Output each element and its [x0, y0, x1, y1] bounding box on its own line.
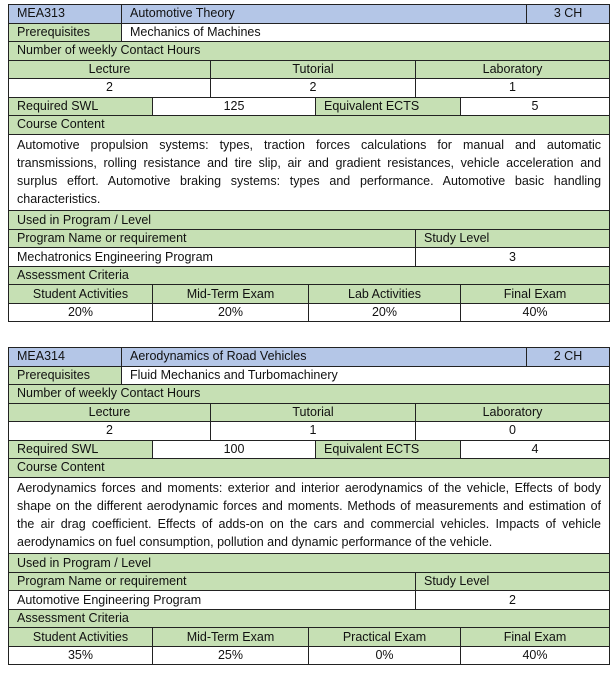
laboratory-hours: 1 [416, 79, 610, 98]
study-level: 2 [416, 591, 610, 610]
course-content-label: Course Content [9, 116, 610, 135]
assessment-value-2: 20% [153, 303, 309, 322]
course-content-text: Aerodynamics forces and moments: exterior and interior aerodynamics of the vehicle, Effects of body shape on the different aerodynamic forces and moments. Methods of measurements and estimation of the air drag coefficient. Effects of adds-on on the cars and commercial vehicles. Impacts of vehicle aerodynamics on fuel consumption, pollution and dynamic performance of the vehicle. [9, 477, 610, 554]
assessment-header-1: Student Activities [9, 285, 153, 304]
assessment-label: Assessment Criteria [9, 266, 610, 285]
contact-hours-label: Number of weekly Contact Hours [9, 385, 610, 404]
course-title: Aerodynamics of Road Vehicles [122, 348, 527, 367]
ects-value: 4 [461, 440, 610, 459]
swl-value: 100 [153, 440, 316, 459]
course-title: Automotive Theory [122, 5, 527, 24]
course-code: MEA313 [9, 5, 122, 24]
credit-hours: 2 CH [527, 348, 610, 367]
assessment-header-2: Mid-Term Exam [153, 285, 309, 304]
assessment-header-1: Student Activities [9, 628, 153, 647]
laboratory-hours: 0 [416, 422, 610, 441]
used-in-label: Used in Program / Level [9, 211, 610, 230]
assessment-header-3: Practical Exam [309, 628, 461, 647]
tutorial-header: Tutorial [211, 60, 416, 79]
laboratory-header: Laboratory [416, 60, 610, 79]
prerequisites-label: Prerequisites [9, 23, 122, 42]
lecture-hours: 2 [9, 79, 211, 98]
credit-hours: 3 CH [527, 5, 610, 24]
tutorial-hours: 2 [211, 79, 416, 98]
program-name: Mechatronics Engineering Program [9, 248, 416, 267]
study-level: 3 [416, 248, 610, 267]
course-table-mea314 [8, 347, 609, 665]
assessment-header-2: Mid-Term Exam [153, 628, 309, 647]
course-table-mea313 [8, 4, 609, 322]
program-header: Program Name or requirement [9, 572, 416, 591]
assessment-header-3: Lab Activities [309, 285, 461, 304]
lecture-hours: 2 [9, 422, 211, 441]
laboratory-header: Laboratory [416, 403, 610, 422]
ects-label: Equivalent ECTS [316, 97, 461, 116]
program-header: Program Name or requirement [9, 229, 416, 248]
assessment-value-1: 20% [9, 303, 153, 322]
assessment-value-4: 40% [461, 303, 610, 322]
ects-value: 5 [461, 97, 610, 116]
assessment-value-4: 40% [461, 646, 610, 665]
assessment-header-4: Final Exam [461, 285, 610, 304]
assessment-value-1: 35% [9, 646, 153, 665]
assessment-value-3: 0% [309, 646, 461, 665]
course-content-label: Course Content [9, 459, 610, 478]
prerequisites-value: Fluid Mechanics and Turbomachinery [122, 366, 610, 385]
program-name: Automotive Engineering Program [9, 591, 416, 610]
swl-label: Required SWL [9, 440, 153, 459]
ects-label: Equivalent ECTS [316, 440, 461, 459]
tutorial-hours: 1 [211, 422, 416, 441]
assessment-value-2: 25% [153, 646, 309, 665]
lecture-header: Lecture [9, 60, 211, 79]
assessment-header-4: Final Exam [461, 628, 610, 647]
swl-value: 125 [153, 97, 316, 116]
study-level-header: Study Level [416, 229, 610, 248]
assessment-label: Assessment Criteria [9, 609, 610, 628]
prerequisites-label: Prerequisites [9, 366, 122, 385]
swl-label: Required SWL [9, 97, 153, 116]
course-code: MEA314 [9, 348, 122, 367]
assessment-value-3: 20% [309, 303, 461, 322]
study-level-header: Study Level [416, 572, 610, 591]
lecture-header: Lecture [9, 403, 211, 422]
tutorial-header: Tutorial [211, 403, 416, 422]
prerequisites-value: Mechanics of Machines [122, 23, 610, 42]
course-content-text: Automotive propulsion systems: types, traction forces calculations for manual and automatic transmissions, rolling resistance and tire slip, air and gradient resistances, vehicle acceleration and surplus effort. Automotive braking systems: types and performance. Automotive basic handling characteristics. [9, 134, 610, 211]
contact-hours-label: Number of weekly Contact Hours [9, 42, 610, 61]
used-in-label: Used in Program / Level [9, 554, 610, 573]
